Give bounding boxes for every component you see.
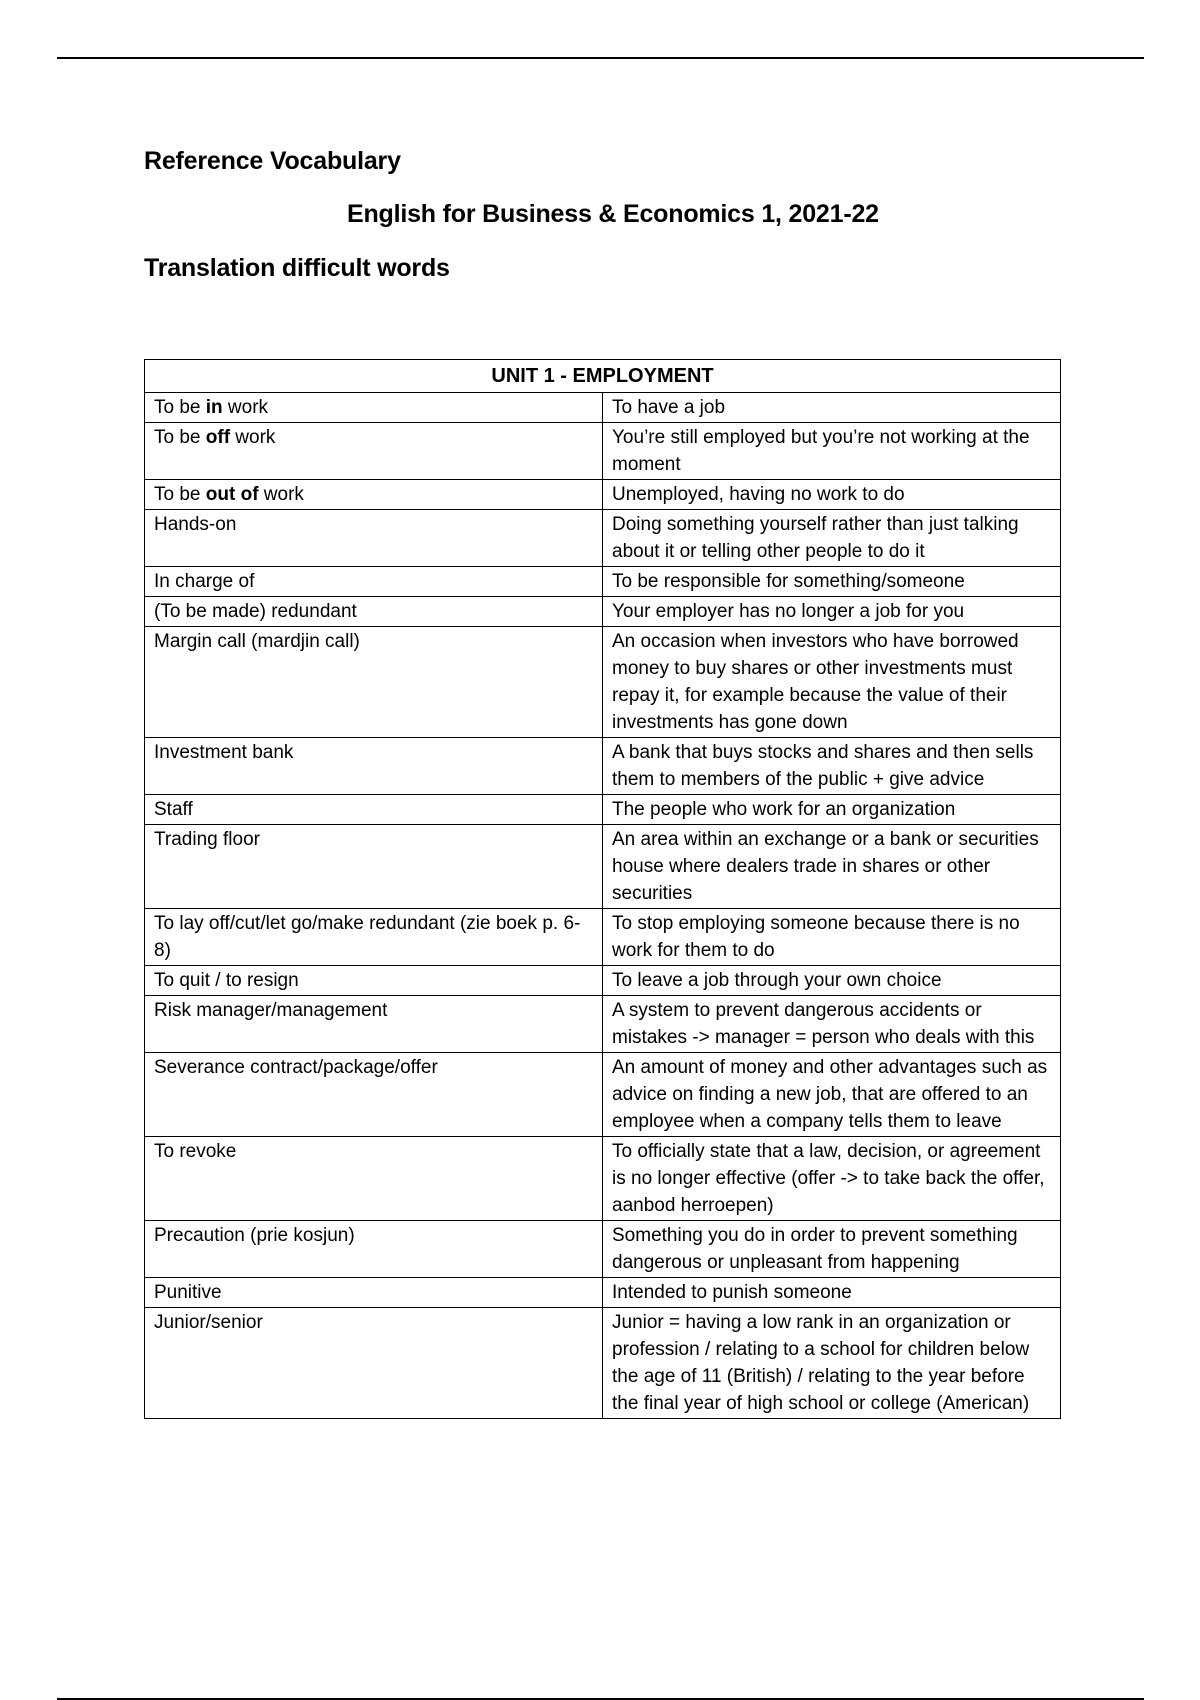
top-rule <box>57 57 1144 59</box>
term-text: To quit / to resign <box>154 970 299 991</box>
doc-title: Reference Vocabulary <box>144 147 401 175</box>
definition-cell: An amount of money and other advantages such as advice on finding a new job, that are offered to an employee when a company tells them to leave <box>603 1053 1061 1137</box>
term-cell <box>145 909 603 966</box>
term-emphasis: off <box>205 427 231 448</box>
table-row <box>145 1278 1061 1308</box>
table-row <box>145 996 1061 1053</box>
table-row <box>145 480 1061 510</box>
term-text: (To be made) redundant <box>154 601 357 622</box>
definition-cell: Intended to punish someone <box>603 1278 1061 1308</box>
term-text: To be <box>154 397 206 418</box>
definition-cell: A bank that buys stocks and shares and then sells them to members of the public + give advice <box>603 738 1061 795</box>
term-cell <box>145 795 603 825</box>
definition-cell: To officially state that a law, decision, or agreement is no longer effective (offer -> to take back the offer, aanbod herroepen) <box>603 1137 1061 1221</box>
table-row <box>145 1308 1061 1419</box>
unit-header-row <box>145 360 1061 393</box>
definition-cell: You’re still employed but you’re not working at the moment <box>603 423 1061 480</box>
unit-title: UNIT 1 - EMPLOYMENT <box>145 360 1061 393</box>
term-text: Hands-on <box>154 514 237 535</box>
term-text: Staff <box>154 799 193 820</box>
term-cell <box>145 1308 603 1419</box>
term-cell <box>145 825 603 909</box>
term-text: Investment bank <box>154 742 294 763</box>
definition-cell: To be responsible for something/someone <box>603 567 1061 597</box>
table-row <box>145 567 1061 597</box>
term-text: To be <box>154 427 206 448</box>
vocabulary-rows <box>145 393 1061 1419</box>
section-title: Translation difficult words <box>144 254 450 282</box>
definition-cell: To leave a job through your own choice <box>603 966 1061 996</box>
term-text: To be <box>154 484 206 505</box>
term-cell <box>145 996 603 1053</box>
term-text: Junior/senior <box>154 1312 263 1333</box>
term-cell <box>145 738 603 795</box>
definition-cell: A system to prevent dangerous accidents or mistakes -> manager = person who deals with this <box>603 996 1061 1053</box>
definition-cell: Your employer has no longer a job for you <box>603 597 1061 627</box>
table-row <box>145 423 1061 480</box>
table-row <box>145 597 1061 627</box>
definition-cell: To have a job <box>603 393 1061 423</box>
term-text: To revoke <box>154 1141 237 1162</box>
table-row <box>145 909 1061 966</box>
definition-cell: An area within an exchange or a bank or securities house where dealers trade in shares or other securities <box>603 825 1061 909</box>
term-text: work <box>230 427 276 448</box>
definition-cell: Junior = having a low rank in an organization or profession / relating to a school for children below the age of 11 (British) / relating to the year before the final year of high school or college (American) <box>603 1308 1061 1419</box>
table-row <box>145 1053 1061 1137</box>
term-emphasis: out of <box>205 484 259 505</box>
term-text: Precaution (prie kosjun) <box>154 1225 355 1246</box>
definition-cell: To stop employing someone because there is no work for them to do <box>603 909 1061 966</box>
term-cell <box>145 597 603 627</box>
term-cell <box>145 1137 603 1221</box>
table-row <box>145 1137 1061 1221</box>
term-cell <box>145 1278 603 1308</box>
term-emphasis: in <box>205 397 223 418</box>
term-text: Margin call (mardjin call) <box>154 631 360 652</box>
term-text: Punitive <box>154 1282 222 1303</box>
table-row <box>145 1221 1061 1278</box>
course-title: English for Business & Economics 1, 2021-22 <box>347 200 879 228</box>
table-row <box>145 627 1061 738</box>
term-cell <box>145 1053 603 1137</box>
table-row <box>145 966 1061 996</box>
term-cell <box>145 510 603 567</box>
term-text: Severance contract/package/offer <box>154 1057 438 1078</box>
term-cell <box>145 423 603 480</box>
term-cell <box>145 627 603 738</box>
term-cell <box>145 480 603 510</box>
term-text: In charge of <box>154 571 255 592</box>
term-cell <box>145 567 603 597</box>
term-text: work <box>258 484 304 505</box>
table-row <box>145 510 1061 567</box>
term-text: Trading floor <box>154 829 260 850</box>
term-text: Risk manager/management <box>154 1000 388 1021</box>
table-row <box>145 738 1061 795</box>
table-row <box>145 393 1061 423</box>
definition-cell: The people who work for an organization <box>603 795 1061 825</box>
definition-cell: Doing something yourself rather than just talking about it or telling other people to do it <box>603 510 1061 567</box>
table-row <box>145 825 1061 909</box>
term-text: To lay off/cut/let go/make redundant (zie boek p. 6-8) <box>154 913 581 961</box>
term-cell <box>145 1221 603 1278</box>
term-cell <box>145 393 603 423</box>
definition-cell: Something you do in order to prevent something dangerous or unpleasant from happening <box>603 1221 1061 1278</box>
table-row <box>145 795 1061 825</box>
definition-cell: An occasion when investors who have borrowed money to buy shares or other investments must repay it, for example because the value of their investments has gone down <box>603 627 1061 738</box>
vocabulary-table <box>144 359 1061 1419</box>
term-text: work <box>222 397 269 418</box>
term-cell <box>145 966 603 996</box>
definition-cell: Unemployed, having no work to do <box>603 480 1061 510</box>
